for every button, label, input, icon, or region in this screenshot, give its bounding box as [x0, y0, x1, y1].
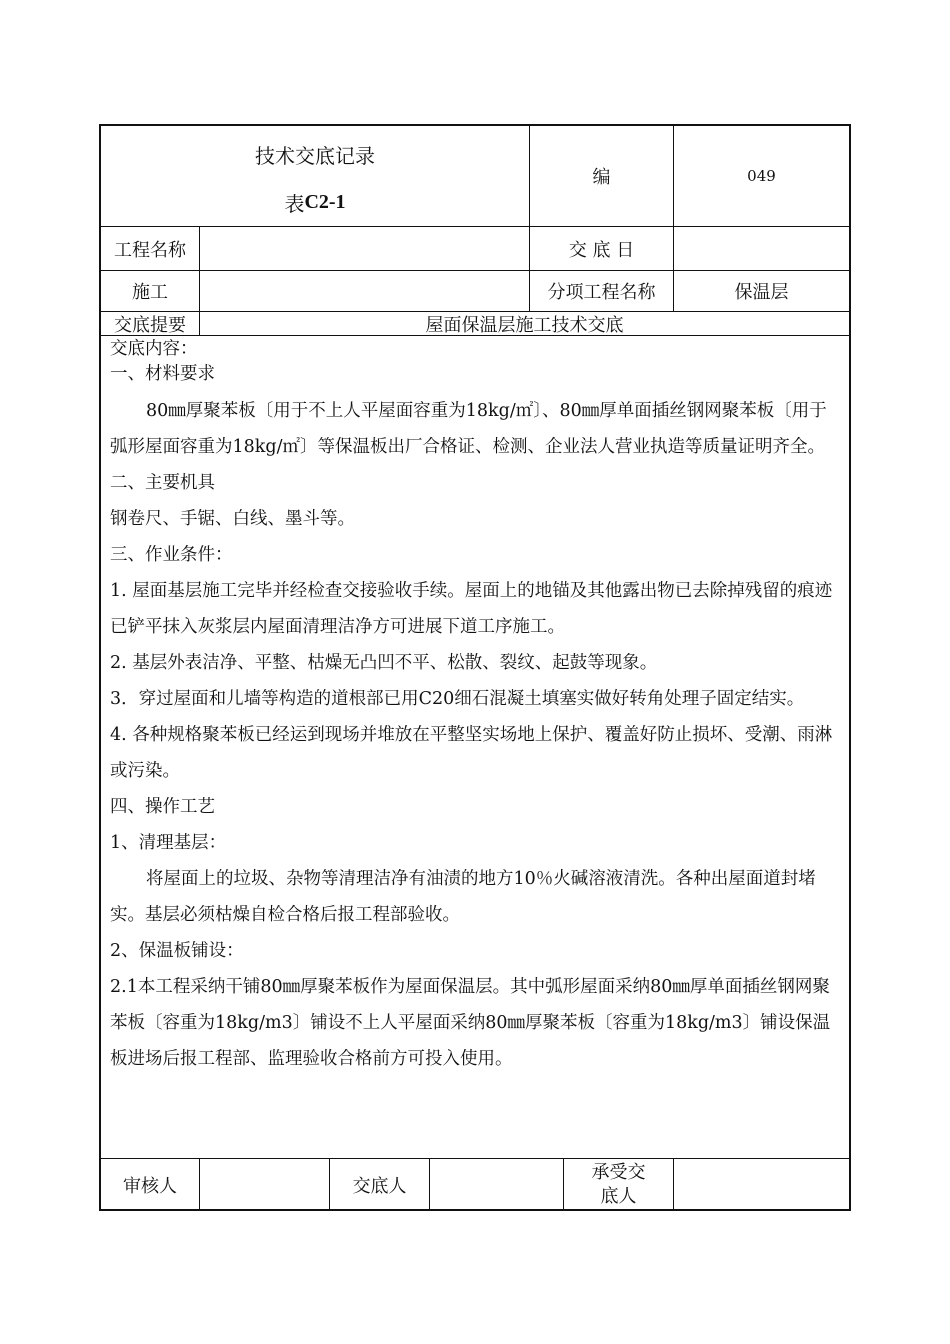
form-code: C2-1: [304, 190, 346, 213]
section-title: 二、主要机具: [110, 473, 215, 493]
subsection-title: 2、保温板铺设：: [110, 941, 244, 961]
paragraph: 将屋面上的垃圾、杂物等清理洁净有油渍的地方10％火碱溶液清洗。各种出屋面道封堵实。基层必须枯燥自检合格后报工程部验收。: [110, 869, 816, 925]
receiver-label: 承受交底人: [591, 1162, 646, 1207]
technical-disclosure-form: [99, 124, 851, 1211]
summary-value: 屋面保温层施工技术交底: [425, 314, 624, 336]
disclosure-date-label: 交 底 日: [568, 239, 635, 261]
reviewer-label: 审核人: [123, 1176, 177, 1197]
list-item: 1. 屋面基层施工完毕并经检查交接验收手续。屋面上的地锚及其他露出物已去除掉残留的痕迹已铲平抹入灰浆层内屋面清理洁净方可进展下道工序施工。: [110, 581, 833, 637]
receiver-value: [674, 1159, 849, 1211]
presenter-label: 交底人: [352, 1176, 407, 1197]
paragraph: 2.1本工程采纳干铺80㎜厚聚苯板作为屋面保温层。其中弧形屋面采纳80㎜厚单面插丝钢网聚苯板〔容重为18kg/m3〕铺设不上人平屋面采纳80㎜厚聚苯板〔容重为18kg/m3〕铺设保温板进场后报工程部、监理验收合格前方可投入使用。: [110, 977, 831, 1069]
disclosure-content: [110, 337, 842, 1077]
summary-label: 交底提要: [114, 314, 186, 336]
presenter-value: [430, 1159, 563, 1211]
form-code-prefix: 表: [284, 191, 305, 216]
list-item: 3．穿过屋面和儿墙等构造的道根部已用C20细石混凝土填塞实做好转角处理子固定结实。: [110, 689, 805, 709]
number-value: 049: [747, 167, 776, 185]
subsection-title: 1、清理基层：: [110, 833, 227, 853]
sub-project-value: 保温层: [734, 282, 789, 303]
section-title: 三、作业条件：: [110, 545, 233, 565]
section-title: 一、材料要求: [110, 364, 215, 384]
construction-label: 施工: [132, 282, 168, 303]
sub-project-label: 分项工程名称: [547, 282, 656, 303]
list-item: 4. 各种规格聚苯板已经运到现场并堆放在平整坚实场地上保护、覆盖好防止损坏、受潮、雨淋或污染。: [110, 725, 833, 781]
list-item: 2. 基层外表洁净、平整、枯燥无凸凹不平、松散、裂纹、起鼓等现象。: [110, 653, 658, 673]
content-heading: 交底内容：: [110, 339, 198, 359]
number-label: 编: [592, 167, 611, 188]
paragraph: 钢卷尺、手锯、白线、墨斗等。: [110, 509, 355, 529]
project-name-value: [200, 227, 529, 270]
form-title: 技术交底记录: [255, 143, 375, 168]
construction-value: [200, 271, 529, 311]
paragraph: 80㎜厚聚苯板〔用于不上人平屋面容重为18kg/㎡〕、80㎜厚单面插丝钢网聚苯板〔用于弧形屋面容重为18kg/㎡〕等保温板出厂合格证、检测、企业法人营业执造等质量证明齐全。: [110, 401, 827, 457]
form-code-line: [101, 184, 529, 220]
section-title: 四、操作工艺: [110, 797, 215, 817]
reviewer-value: [200, 1159, 329, 1211]
project-name-label: 工程名称: [114, 239, 186, 261]
disclosure-date-value: [674, 227, 849, 270]
